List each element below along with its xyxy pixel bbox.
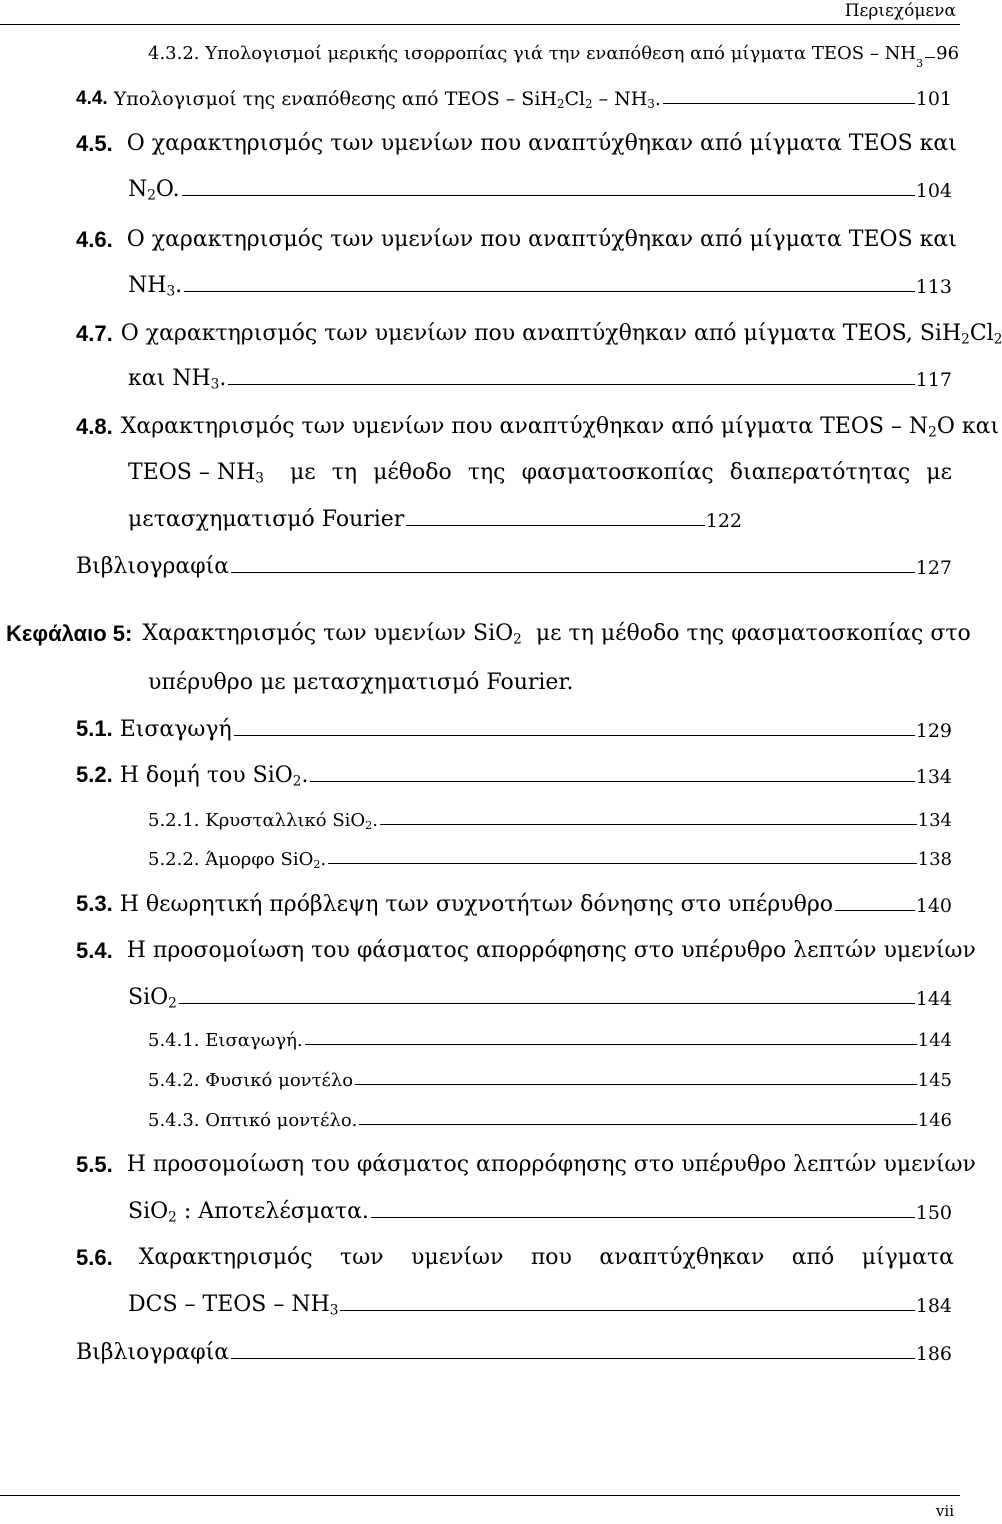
- page-number: 146: [917, 1110, 952, 1131]
- entry-number: 5.1.: [76, 716, 113, 741]
- running-header: Περιεχόμενα: [844, 1, 956, 21]
- entry-title-cont: $NH_3$.: [128, 273, 183, 300]
- entry-number: 4.6.: [76, 227, 113, 252]
- toc-entry-5-5-line2[interactable]: [0, 1199, 960, 1224]
- chapter-title-cont: με τη μέθοδο της φασματοσκοπίας στο: [535, 621, 971, 646]
- entry-title: Βιβλιογραφία: [76, 1340, 230, 1365]
- entry-title: Χαρακτηρισμός των υμενίων που αναπτύχθηκαν από μίγματα: [138, 1245, 954, 1270]
- toc-entry-5-5-line1[interactable]: [0, 1152, 976, 1178]
- leader-line: [234, 735, 915, 736]
- toc-entry-5-1[interactable]: [0, 716, 960, 742]
- entry-title: Άμορφο SiO$_2$.: [205, 849, 327, 871]
- entry-title: Η προσομοίωση του φάσματος απορρόφησης στο υπέρυθρο λεπτών υμενίων: [126, 938, 976, 963]
- page-number: 117: [915, 369, 952, 391]
- header-rule: [0, 24, 960, 25]
- entry-title: Ο χαρακτηρισμός των υμενίων που αναπτύχθηκαν από μίγματα TEOS και: [126, 131, 957, 156]
- entry-number: 5.4.1.: [148, 1030, 200, 1051]
- entry-title: Υπολογισμοί της εναπόθεσης από TEOS – $SiH_2Cl_2 - NH_3$.: [113, 88, 661, 111]
- page-number: 96: [936, 43, 960, 64]
- entry-title: Εισαγωγή: [119, 717, 232, 742]
- leader-line: [231, 572, 915, 573]
- toc-entry-5-4-1[interactable]: [0, 1030, 960, 1051]
- leader-line: [359, 1124, 916, 1125]
- toc-entry-5-2-1[interactable]: [0, 810, 960, 831]
- page-number: 122: [705, 510, 742, 532]
- toc-entry-bibliography-4[interactable]: [0, 554, 960, 579]
- toc-entry-4-5-line2[interactable]: [0, 177, 960, 202]
- leader-line: [328, 863, 916, 864]
- toc-entry-4-5-line1[interactable]: [0, 131, 960, 157]
- page-number: 140: [915, 895, 952, 917]
- leader-line: [340, 1310, 914, 1311]
- page-number: 138: [917, 849, 952, 870]
- page-number: 186: [915, 1343, 952, 1365]
- leader-line: [835, 910, 915, 911]
- entry-number: 5.2.2.: [148, 849, 200, 870]
- page-number: 150: [915, 1202, 952, 1224]
- entry-title-cont: SiO$_2$ : Αποτελέσματα.: [128, 1199, 369, 1226]
- leader-line: [179, 1003, 915, 1004]
- page-number: 127: [915, 557, 952, 579]
- entry-title: Βιβλιογραφία: [76, 554, 230, 579]
- entry-title-cont: DCS – TEOS – $NH_3$: [128, 1292, 339, 1319]
- page-number: 134: [917, 810, 952, 831]
- page-number: 101: [915, 88, 952, 110]
- toc-entry-5-4-line1[interactable]: [0, 938, 976, 964]
- toc-chapter-5-line2[interactable]: [0, 670, 960, 695]
- chapter-title-cont: υπέρυθρο με μετασχηματισμό Fourier.: [148, 670, 574, 695]
- entry-number: 5.6.: [76, 1245, 113, 1270]
- toc-entry-4-3-2[interactable]: 4.3.2. Υπολογισμοί μερικής ισορροπίας γιά την εναπόθεση από μίγματα TEOS – NH 3 96: [148, 43, 960, 70]
- leader-line: [380, 824, 917, 825]
- entry-title-cont: με τη μέθοδο της φασματοσκοπίας διαπερατότητας με: [289, 460, 952, 485]
- toc-entry-5-4-2[interactable]: [0, 1070, 960, 1091]
- leader-line: [925, 57, 935, 58]
- chapter-title: Χαρακτηρισμός των υμενίων SiO$_2$: [142, 621, 522, 648]
- leader-line: [182, 195, 915, 196]
- entry-number: 5.2.: [76, 762, 113, 787]
- entry-title: Υπολογισμοί μερικής ισορροπίας γιά την εναπόθεση από μίγματα TEOS – NH: [205, 43, 917, 64]
- leader-line: [310, 781, 914, 782]
- entry-title-cont: $N_2O$.: [128, 177, 180, 204]
- entry-title: Χαρακτηρισμός των υμενίων που αναπτύχθηκαν από μίγματα TEOS – $N_2O$ και: [120, 414, 1000, 441]
- leader-line: [231, 1358, 915, 1359]
- leader-line: [355, 1084, 917, 1085]
- page-number: 104: [915, 180, 952, 202]
- entry-title: Οπτικό μοντέλο.: [205, 1110, 358, 1131]
- toc-entry-4-7-line2[interactable]: [0, 366, 960, 391]
- toc-entry-4-6-line1[interactable]: [0, 227, 960, 253]
- toc-entry-5-2-2[interactable]: [0, 849, 960, 870]
- toc-entry-5-6-line1[interactable]: [0, 1245, 960, 1271]
- toc-entry-5-2[interactable]: [0, 762, 960, 788]
- entry-title: Κρυσταλλικό SiO$_2$.: [205, 810, 379, 832]
- leader-line: [663, 103, 915, 104]
- leader-line: [406, 525, 704, 526]
- toc-entry-4-8-line3[interactable]: [0, 507, 960, 532]
- leader-line: [371, 1217, 915, 1218]
- entry-title: Φυσικό μοντέλο: [205, 1070, 354, 1091]
- toc-entry-4-8-line1[interactable]: [0, 414, 1000, 441]
- toc-entry-5-3[interactable]: [0, 891, 960, 917]
- leader-line: [305, 1044, 917, 1045]
- entry-number: 4.7.: [76, 321, 113, 346]
- entry-title-cont: και $NH_3$.: [128, 366, 227, 393]
- entry-title-cont: μετασχηματισμό Fourier: [128, 507, 405, 532]
- toc-entry-5-4-3[interactable]: [0, 1110, 960, 1131]
- entry-number: 5.3.: [76, 891, 113, 916]
- entry-number: 4.4.: [76, 88, 108, 109]
- chapter-label: Κεφάλαιο 5:: [6, 621, 133, 646]
- toc-entry-4-4[interactable]: [0, 88, 960, 110]
- page-number: 144: [917, 1030, 952, 1051]
- toc-entry-4-7-line1[interactable]: [0, 321, 1002, 348]
- page-number: 129: [915, 720, 952, 742]
- entry-title: Η προσομοίωση του φάσματος απορρόφησης στο υπέρυθρο λεπτών υμενίων: [126, 1152, 976, 1177]
- entry-number: 5.4.: [76, 938, 113, 963]
- page-number: 184: [915, 1295, 952, 1317]
- leader-line: [228, 384, 914, 385]
- toc-entry-bibliography-5[interactable]: [0, 1340, 960, 1365]
- footer-page-number: vii: [935, 1502, 954, 1520]
- toc-entry-5-6-line2[interactable]: [0, 1292, 960, 1317]
- entry-title-cont: SiO$_2$: [128, 985, 177, 1012]
- entry-title: Ο χαρακτηρισμός των υμενίων που αναπτύχθηκαν από μίγματα TEOS και: [126, 227, 957, 252]
- leader-line: [184, 291, 915, 292]
- page-number: 113: [915, 276, 952, 298]
- page-number: 145: [917, 1070, 952, 1091]
- toc-entry-5-4-line2[interactable]: [0, 985, 960, 1010]
- footer-rule: [0, 1495, 960, 1496]
- page-number: 144: [915, 988, 952, 1010]
- entry-number: 5.2.1.: [148, 810, 200, 831]
- entry-number: 4.3.2.: [148, 43, 200, 64]
- toc-chapter-5-line1[interactable]: [0, 621, 971, 648]
- toc-entry-4-6-line2[interactable]: [0, 273, 960, 298]
- entry-number: 5.4.3.: [148, 1110, 200, 1131]
- entry-number: 5.5.: [76, 1152, 113, 1177]
- entry-title: Ο χαρακτηρισμός των υμενίων που αναπτύχθηκαν από μίγματα TEOS, $SiH_2Cl_2$: [120, 321, 1002, 348]
- entry-title: Η θεωρητική πρόβλεψη των συχνοτήτων δόνησης στο υπέρυθρο: [119, 892, 834, 917]
- entry-title: Η δομή του SiO$_2$.: [119, 763, 309, 790]
- entry-number: 5.4.2.: [148, 1070, 200, 1091]
- entry-title: Εισαγωγή.: [205, 1030, 303, 1051]
- entry-number: 4.5.: [76, 131, 113, 156]
- page-number: 134: [915, 766, 952, 788]
- toc-entry-4-8-line2[interactable]: [0, 460, 960, 485]
- entry-number: 4.8.: [76, 414, 113, 439]
- entry-title-cont: TEOS – $NH_3$: [128, 460, 264, 487]
